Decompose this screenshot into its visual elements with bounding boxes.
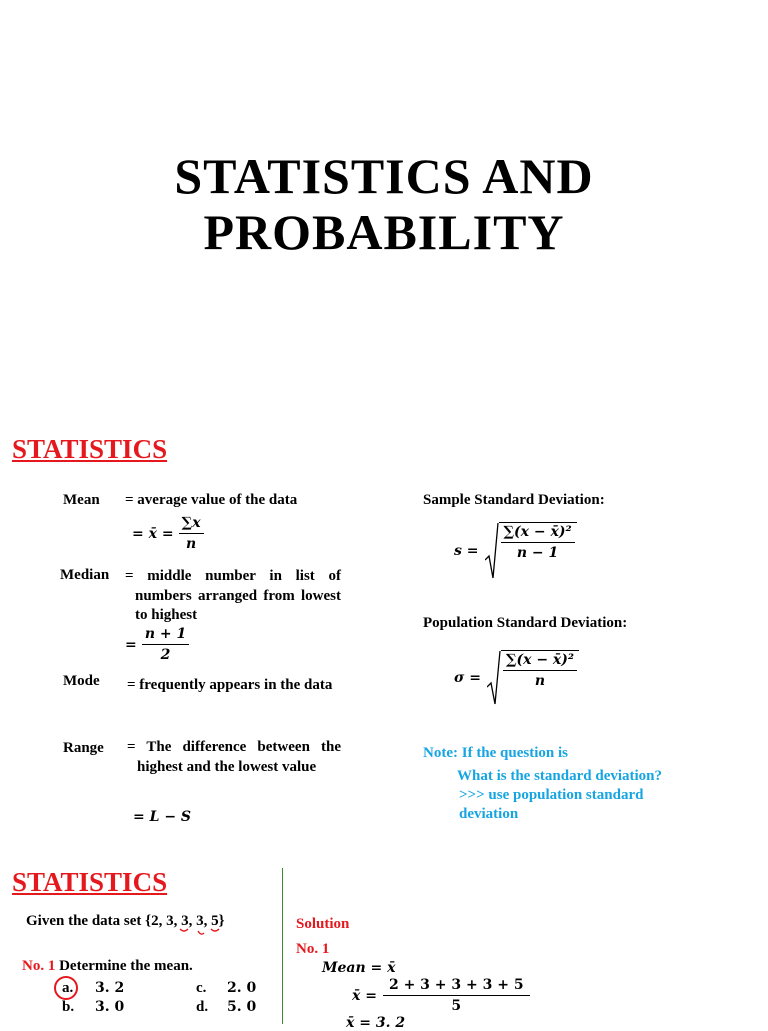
sample-sd-label: Sample Standard Deviation:: [423, 492, 605, 508]
underline-marks: [178, 926, 248, 940]
mean-label: Mean: [63, 492, 100, 508]
choice-b-letter: b.: [62, 999, 75, 1015]
mode-definition: = frequently appears in the data: [127, 677, 333, 693]
note-line-2: What is the standard deviation?: [457, 768, 663, 784]
solution-xbar-lhs: x̄ =: [352, 987, 377, 1004]
question-1: [22, 958, 193, 975]
population-sd-lhs: σ =: [454, 670, 481, 686]
sample-sd-numerator: ∑(x − x̄)²: [501, 524, 575, 543]
sample-sd-denominator: n − 1: [516, 545, 559, 561]
solution-fraction: [352, 977, 530, 1014]
page-title: [0, 148, 768, 260]
note-line-3: >>> use population standard: [459, 787, 644, 803]
note-line-4: deviation: [459, 806, 519, 822]
population-sd-formula: [454, 650, 579, 706]
sqrt-symbol: [485, 522, 577, 580]
title-line-2: PROBABILITY: [203, 204, 565, 260]
population-sd-denominator: n: [534, 673, 546, 689]
solution-label: Solution: [296, 916, 350, 932]
question-number: No. 1: [22, 958, 56, 974]
section-heading-statistics-2: STATISTICS: [12, 867, 168, 897]
choice-b-value: 3. 0: [95, 999, 125, 1015]
note-line-1: Note: If the question is: [423, 745, 568, 761]
mean-formula: [132, 515, 204, 552]
mean-formula-denominator: n: [186, 536, 197, 552]
solution-number: No. 1: [296, 941, 330, 957]
mean-formula-numerator: ∑x: [179, 515, 204, 534]
solution-denominator: 5: [451, 998, 462, 1014]
choice-a-letter: a.: [62, 980, 74, 996]
choice-c-value: 2. 0: [227, 980, 257, 996]
question-text: Determine the mean.: [59, 958, 193, 974]
sample-sd-formula: [454, 522, 577, 580]
choice-a-value: 3. 2: [95, 980, 125, 996]
choice-c-letter: c.: [196, 980, 207, 996]
choice-d-value: 5. 0: [227, 999, 257, 1015]
range-formula: = L − S: [133, 809, 192, 825]
population-sd-numerator: ∑(x − x̄)²: [503, 652, 577, 671]
section-heading-statistics: STATISTICS: [12, 434, 168, 464]
given-data-set: Given the data set {2, 3, 3, 3, 5}: [26, 913, 225, 929]
sqrt-symbol: [487, 650, 579, 706]
column-divider: [282, 868, 283, 1024]
solution-sum: 2 + 3 + 3 + 3 + 5: [383, 977, 530, 996]
median-label: Median: [60, 567, 110, 583]
solution-result: x̄ = 3. 2: [346, 1015, 406, 1031]
range-label: Range: [63, 740, 104, 756]
median-formula-numerator: n + 1: [142, 626, 189, 645]
range-definition: = The difference between the highest and the lowest value: [127, 739, 341, 775]
population-sd-label: Population Standard Deviation:: [423, 615, 628, 631]
median-formula: [125, 626, 189, 663]
mean-definition: = average value of the data: [125, 492, 298, 508]
title-line-1: STATISTICS AND: [174, 148, 594, 204]
median-formula-lhs: =: [125, 637, 137, 653]
mode-label: Mode: [63, 673, 100, 689]
mean-formula-lhs: = x̄ =: [132, 526, 174, 542]
solution-mean-line: Mean = x̄: [322, 960, 396, 976]
median-definition: = middle number in list of numbers arranged from lowest to highest: [125, 568, 341, 623]
choice-d-letter: d.: [196, 999, 209, 1015]
sample-sd-lhs: s =: [454, 543, 479, 559]
median-formula-denominator: 2: [160, 647, 171, 663]
